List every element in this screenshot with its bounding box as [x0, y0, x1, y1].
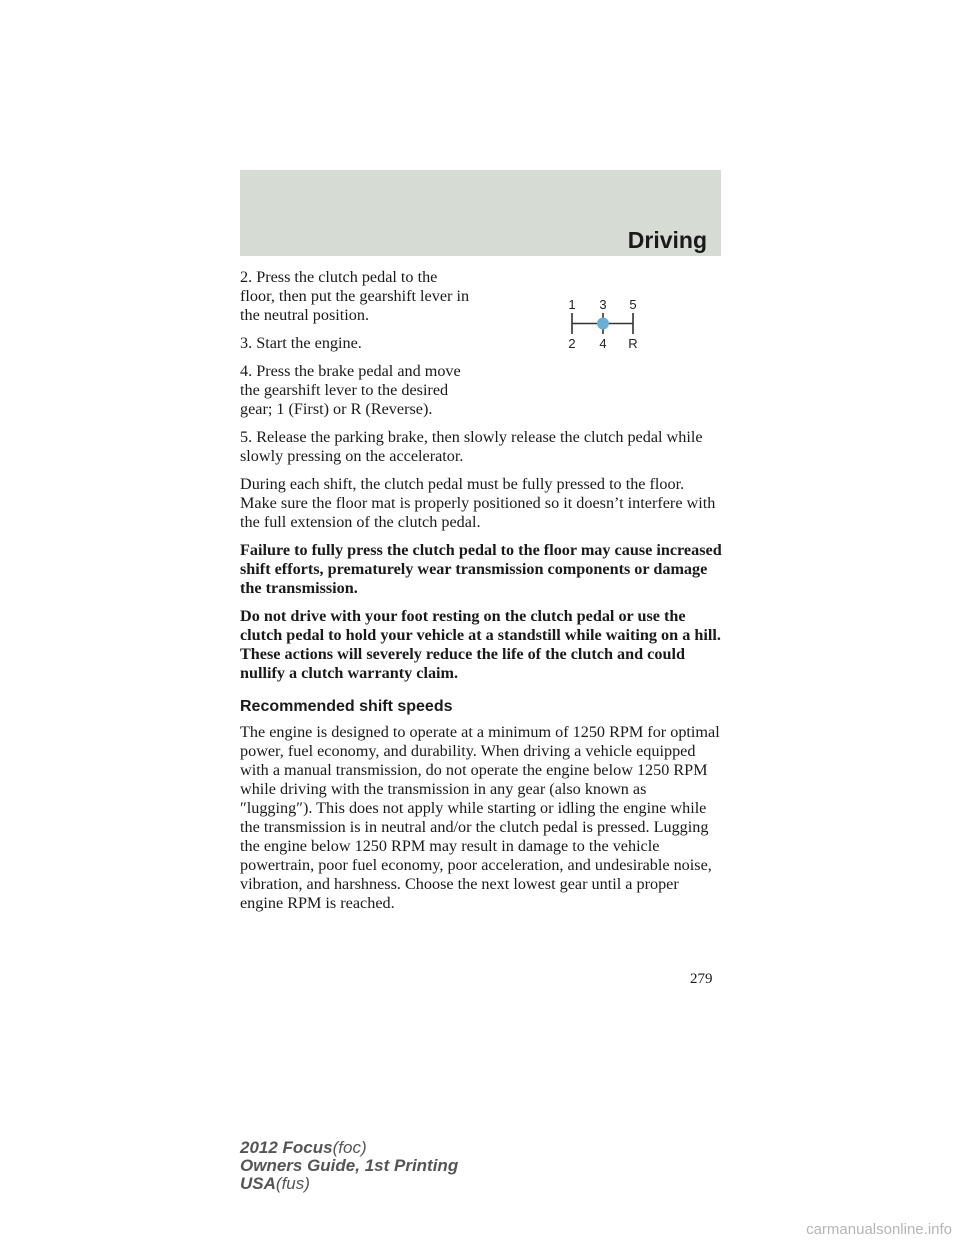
footer-market: USA: [240, 1174, 276, 1193]
footer-model-code: (foc): [332, 1138, 367, 1157]
step-4: 4. Press the brake pedal and move the gearshift lever to the desired gear; 1 (First) or R (Reverse).: [240, 362, 461, 418]
section-title: Driving: [627, 227, 707, 253]
rpm-paragraph: The engine is designed to operate at a minimum of 1250 RPM for optimal power, fuel economy, and durability. When driving a vehicle equipped with a manual transmission, do not operate the engine below 1250 RPM while driving with the transmission in any gear (also known as ″lugging″). This does not apply while starting or idling the engine while the transmission is in neutral and/or the clutch pedal is pressed. Lugging the engine below 1250 RPM may result in damage to the vehicle powertrain, poor fuel economy, poor acceleration, and undesirable noise, vibration, and harshness. Choose the next lowest gear until a proper engine RPM is reached.: [240, 723, 720, 912]
document-footer: [240, 1139, 458, 1193]
page-body: [240, 268, 722, 922]
clutch-warning-2: Do not drive with your foot resting on the clutch pedal or use the clutch pedal to hold your vehicle at a standstill while waiting on a hill. These actions will severely reduce the life of the clutch and could nullify a clutch warranty claim.: [240, 607, 721, 682]
step-3: 3. Start the engine.: [240, 334, 362, 352]
gear-label-5: 5: [629, 297, 637, 312]
section-header-band: [240, 170, 721, 256]
clutch-warning-1: Failure to fully press the clutch pedal to the floor may cause increased shift efforts, prematurely wear transmission components or damage the transmission.: [240, 541, 722, 597]
page-number: 279: [690, 971, 713, 987]
shift-speeds-heading: Recommended shift speeds: [240, 698, 453, 715]
gear-label-3: 3: [599, 297, 607, 312]
gear-label-2: 2: [568, 336, 576, 351]
step-5: 5. Release the parking brake, then slowly release the clutch pedal while slowly pressing on the accelerator.: [240, 428, 703, 465]
footer-guide: Owners Guide, 1st Printing: [240, 1156, 459, 1175]
watermark-link[interactable]: carmanualsonline.info: [806, 1221, 952, 1238]
footer-model: 2012 Focus: [240, 1138, 333, 1157]
gear-label-r: R: [628, 336, 638, 351]
footer-market-code: (fus): [275, 1174, 310, 1193]
step-2: 2. Press the clutch pedal to the floor, then put the gearshift lever in the neutral position.: [240, 268, 470, 324]
gear-label-4: 4: [599, 336, 607, 351]
clutch-shift-paragraph: During each shift, the clutch pedal must be fully pressed to the floor. Make sure the floor mat is properly positioned so it doesn’t interfere with the full extension of the clutch pedal.: [240, 475, 716, 531]
gear-label-1: 1: [568, 297, 576, 312]
